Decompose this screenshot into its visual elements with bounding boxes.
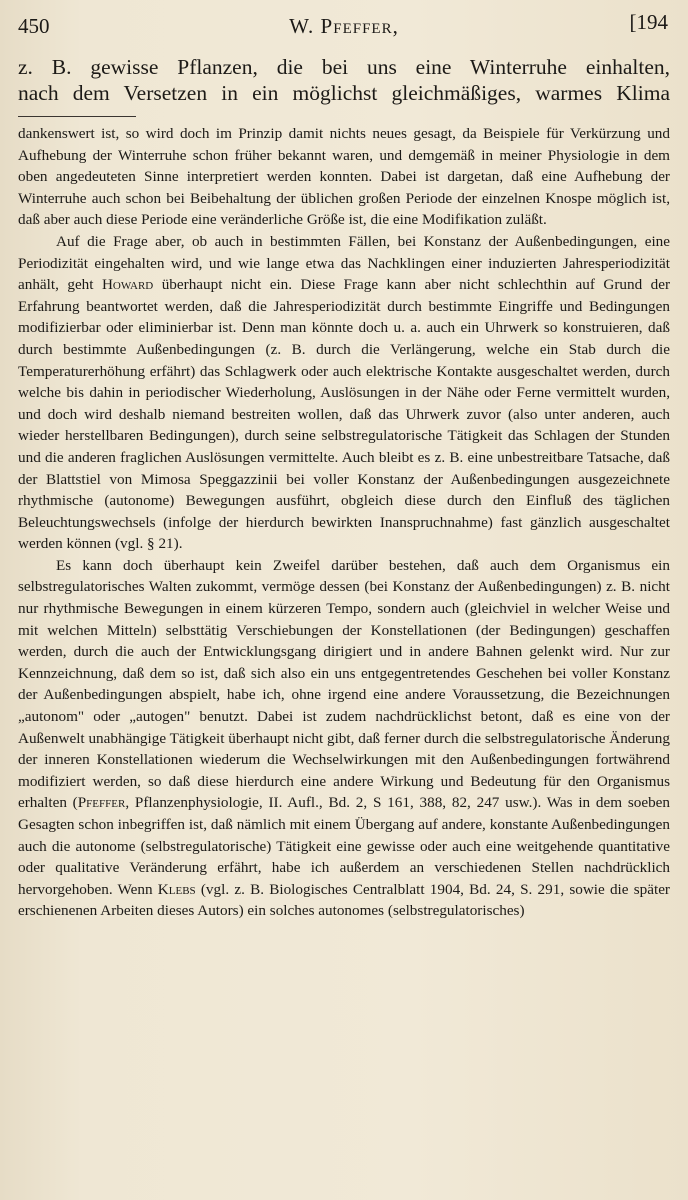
footnote-rule <box>18 116 136 117</box>
paragraph-1: dankenswert ist, so wird doch im Prinzip damit nichts neues gesagt, da Beispiele für Verkürzung und Aufhebung der Winterruhe schon früher bekannt waren, und demgemäß in meiner Physiologie in dem oben angedeuteten Sinne interpretiert werden konnten. Dabei ist dargetan, daß eine Aufhebung der Winterruhe auch schon bei Beibehaltung der üblichen großen Periode der einzelnen Knospe möglich ist, daß aber auch diese Periode eine veränderliche Größe ist, die eine Modifikation zuläßt. <box>18 125 670 229</box>
original-page-number: [194 <box>629 10 668 34</box>
page-number: 450 <box>18 14 50 38</box>
paragraph-2-text-a: Auf die Frage aber, ob auch in bestimmten Fällen, bei Konstanz der Außenbedingungen, eine Periodizität eingehalten wird, und wie lange etwa das Nachklingen einer induzierten Jahresperiodizität anhält, geht <box>18 232 670 294</box>
running-title: W. Pfeffer, <box>289 14 399 38</box>
paragraph-3-text-c: (vgl. z. B. Biologisches Centralblatt 1904, Bd. 24, S. 291, sowie die später erschienenen Arbeiten dieses Autors) ein solches autonomes (selbstregulatorisches) <box>18 880 670 920</box>
paragraph-2 <box>18 231 670 555</box>
author-name-howard: Howard <box>101 276 154 294</box>
paragraph-3-text-b: , Pflanzenphysiologie, II. Aufl., Bd. 2, S 161, 388, 82, 247 usw.). Was in dem soeben Gesagten schon inbegriffen ist, daß nämlich mit einem Übergang auf andere, konstante Außenbedingungen auch die autonome (selbstregulatorische) Tätigkeit eine gewisse oder auch eine weitgehende quantitative oder qualitative Veränderung erfährt, habe ich außerdem an verschiedenen Stellen nachdrücklich hervorgehoben. Wenn <box>18 794 670 898</box>
author-name-klebs: Klebs <box>157 880 196 898</box>
footnote-line-2: nach dem Versetzen in ein möglichst gleichmäßiges, warmes Klima <box>18 81 670 105</box>
running-header <box>18 6 670 46</box>
paragraph-2-text-b: überhaupt nicht ein. Diese Frage kann aber nicht schlechthin auf Grund der Erfahrung beantwortet werden, daß die Jahresperiodizität durch bestimmte Eingriffe und Bedingungen modifizierbar oder eliminierbar ist. Denn man könnte doch u. a. auch ein Uhrwerk so konstruieren, daß durch bestimmte Außenbedingungen (z. B. durch die Verlängerung, welche ein Stab durch die Temperaturerhöhung erfährt) das Schlagwerk oder auch elektrische Kontakte ausgeschaltet werden, durch welche bis dahin in periodischer Wiederholung, Auslösungen in der Nähe oder Ferne vermittelt wurden, und doch wird deshalb niemand bestreiten wollen, daß das Uhrwerk zuvor (also unter anderen, auch wieder herstellbaren Bedingungen), durch seine selbstregulatorische Tätigkeit das Schlagen der Stunden und die anderen fraglichen Auslösungen vermittelte. Auch bleibt es z. B. eine unbestreitbare Tatsache, daß der Blattstiel von Mimosa Speggazzinii bei voller Konstanz der Außenbedingungen ausgezeichnete rhythmische (autonome) Bewegungen ausführt, obgleich diese durch den Einfluß des täglichen Beleuchtungswechsels (infolge der hierdurch bewirkten Inanspruchnahme) fast gänzlich ausgeschaltet werden können (vgl. § 21). <box>18 276 670 553</box>
paragraph-3 <box>18 555 670 922</box>
footnote-line-1: z. B. gewisse Pflanzen, die bei uns eine Winterruhe einhalten, <box>18 55 670 79</box>
footnote-continuation <box>18 54 670 106</box>
paragraph-3-text-a: Es kann doch überhaupt kein Zweifel darüber bestehen, daß auch dem Organismus ein selbstregulatorisches Walten zukommt, vermöge dessen (bei Konstanz der Außenbedingungen) z. B. nicht nur rhythmische Bewegungen in einem kürzeren Tempo, sondern auch (gleichviel in welcher Weise und mit welchen Mitteln) selbsttätig Verschiebungen der Konstellationen (der Bedingungen) geschaffen werden, durch die auch der Entwicklungsgang dirigiert und in andere Bahnen gelenkt wird. Nur zur Kennzeichnung, daß dem so ist, daß sich also ein uns entgegentretendes Geschehen bei voller Konstanz der Außenbedingungen abspielt, habe ich, ohne irgend eine andere Voraussetzung, die Bezeichnungen „autonom" oder „autogen" benutzt. Dabei ist zudem nachdrücklichst betont, daß es eine von der Außenwelt unabhängige Tätigkeit überhaupt nicht gibt, daß ferner durch die selbstregulatorische Änderung der inneren Konstellationen wiederum die Wechselwirkungen mit den Außenbedingungen fortwährend modifiziert werden, so daß diese hierdurch eine andere Wirkung und Bedeutung für den Organismus erhalten ( <box>18 556 670 812</box>
body-text <box>18 123 670 922</box>
author-name-pfeffer: Pfeffer <box>77 794 126 812</box>
